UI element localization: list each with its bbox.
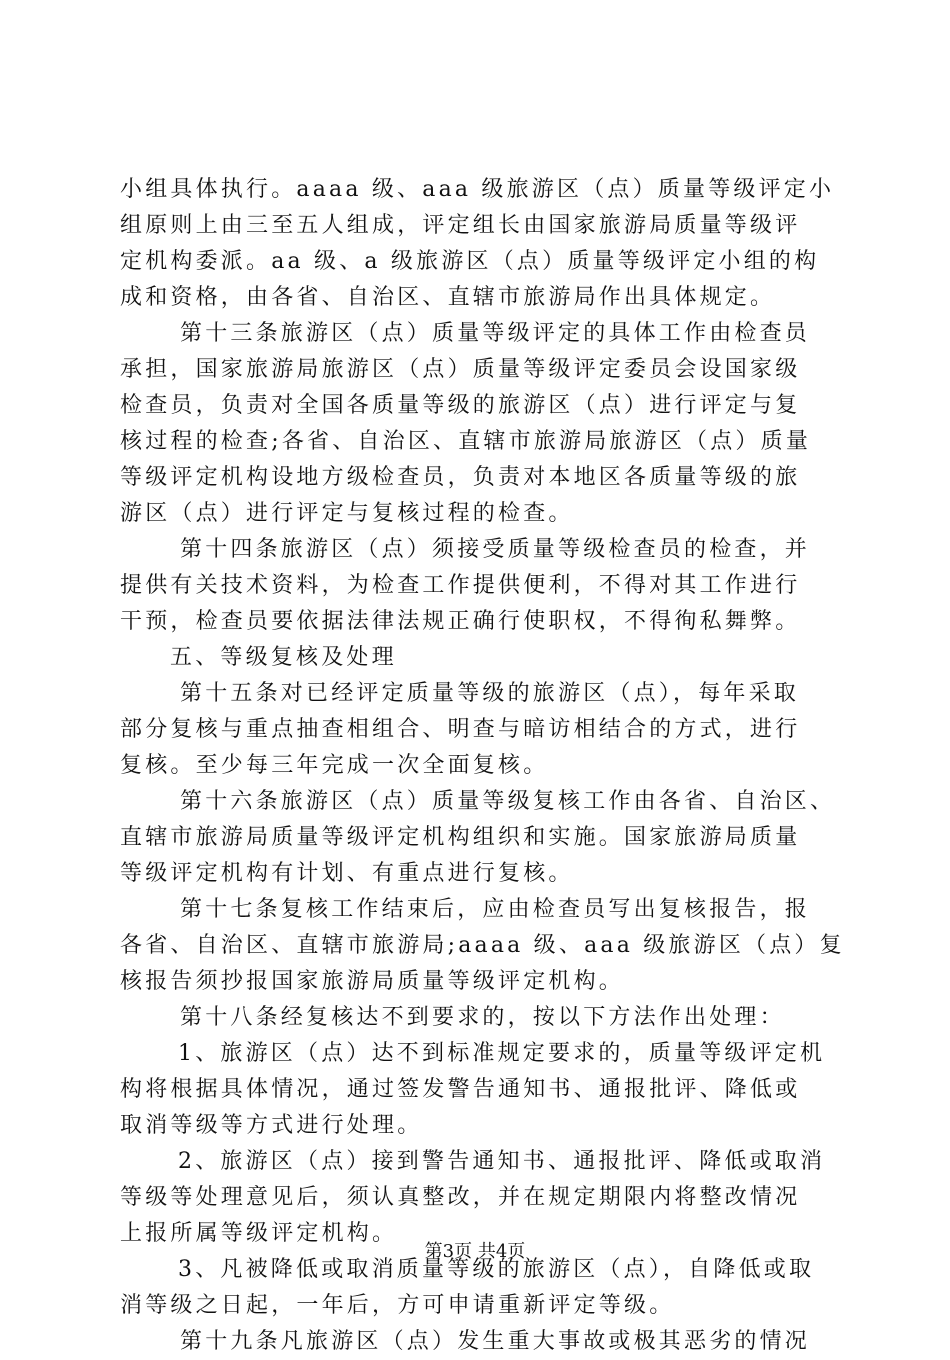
item-2-first-line: 2、旅游区（点）接到警告通知书、通报批评、降低或取消 (178, 1149, 826, 1174)
article-13-first-line: 第十三条旅游区（点）质量等级评定的具体工作由检查员 (180, 321, 811, 346)
article-18-first-line: 第十八条经复核达不到要求的，按以下方法作出处理： (180, 1005, 785, 1030)
text-line: 上报所属等级评定机构。 (120, 1221, 398, 1246)
article-16-first-line: 第十六条旅游区（点）质量等级复核工作由各省、自治区、 (180, 789, 836, 814)
text-line: 提供有关技术资料，为检查工作提供便利，不得对其工作进行 (120, 573, 801, 598)
text-line: 定机构委派。aa 级、a 级旅游区（点）质量等级评定小组的构 (120, 249, 820, 274)
text-line: 直辖市旅游局质量等级评定机构组织和实施。国家旅游局质量 (120, 825, 801, 850)
text-line: 成和资格，由各省、自治区、直辖市旅游局作出具体规定。 (120, 285, 776, 310)
text-line: 承担，国家旅游局旅游区（点）质量等级评定委员会设国家级 (120, 357, 801, 382)
article-17-first-line: 第十七条复核工作结束后，应由检查员写出复核报告，报 (180, 897, 811, 922)
text-line: 小组具体执行。aaaa 级、aaa 级旅游区（点）质量等级评定小 (120, 177, 835, 202)
text-line: 构将根据具体情况，通过签发警告通知书、通报批评、降低或 (120, 1077, 801, 1102)
text-line: 等级等处理意见后，须认真整改，并在规定期限内将整改情况 (120, 1185, 801, 1210)
text-line: 取消等级等方式进行处理。 (120, 1113, 423, 1138)
text-line: 检查员，负责对全国各质量等级的旅游区（点）进行评定与复 (120, 393, 801, 418)
article-19-first-line: 第十九条凡旅游区（点）发生重大事故或极其恶劣的情况 (180, 1329, 811, 1354)
item-1-first-line: 1、旅游区（点）达不到标准规定要求的，质量等级评定机 (178, 1041, 826, 1066)
text-line: 各省、自治区、直辖市旅游局;aaaa 级、aaa 级旅游区（点）复 (120, 933, 845, 958)
text-line: 消等级之日起，一年后，方可申请重新评定等级。 (120, 1293, 675, 1318)
article-14-first-line: 第十四条旅游区（点）须接受质量等级检查员的检查，并 (180, 537, 811, 562)
text-line: 复核。至少每三年完成一次全面复核。 (120, 753, 549, 778)
text-line: 游区（点）进行评定与复核过程的检查。 (120, 501, 574, 526)
page-footer (0, 1240, 950, 1264)
text-line: 组原则上由三至五人组成，评定组长由国家旅游局质量等级评 (120, 213, 801, 238)
document-body (120, 172, 845, 1360)
page-number-label: 第3页 共4页 (424, 1241, 526, 1262)
text-line: 等级评定机构设地方级检查员，负责对本地区各质量等级的旅 (120, 465, 801, 490)
text-line: 部分复核与重点抽查相组合、明查与暗访相结合的方式，进行 (120, 717, 801, 742)
text-line: 等级评定机构有计划、有重点进行复核。 (120, 861, 574, 886)
section-heading: 五、等级复核及处理 (170, 645, 397, 670)
text-line: 干预，检查员要依据法律法规正确行使职权，不得徇私舞弊。 (120, 609, 801, 634)
article-15-first-line: 第十五条对已经评定质量等级的旅游区（点），每年采取 (180, 681, 800, 706)
text-line: 核报告须抄报国家旅游局质量等级评定机构。 (120, 969, 625, 994)
item-3-first-line: 3、凡被降低或取消质量等级的旅游区（点），自降低或取 (178, 1257, 815, 1282)
text-line: 核过程的检查;各省、自治区、直辖市旅游局旅游区（点）质量 (120, 429, 812, 454)
